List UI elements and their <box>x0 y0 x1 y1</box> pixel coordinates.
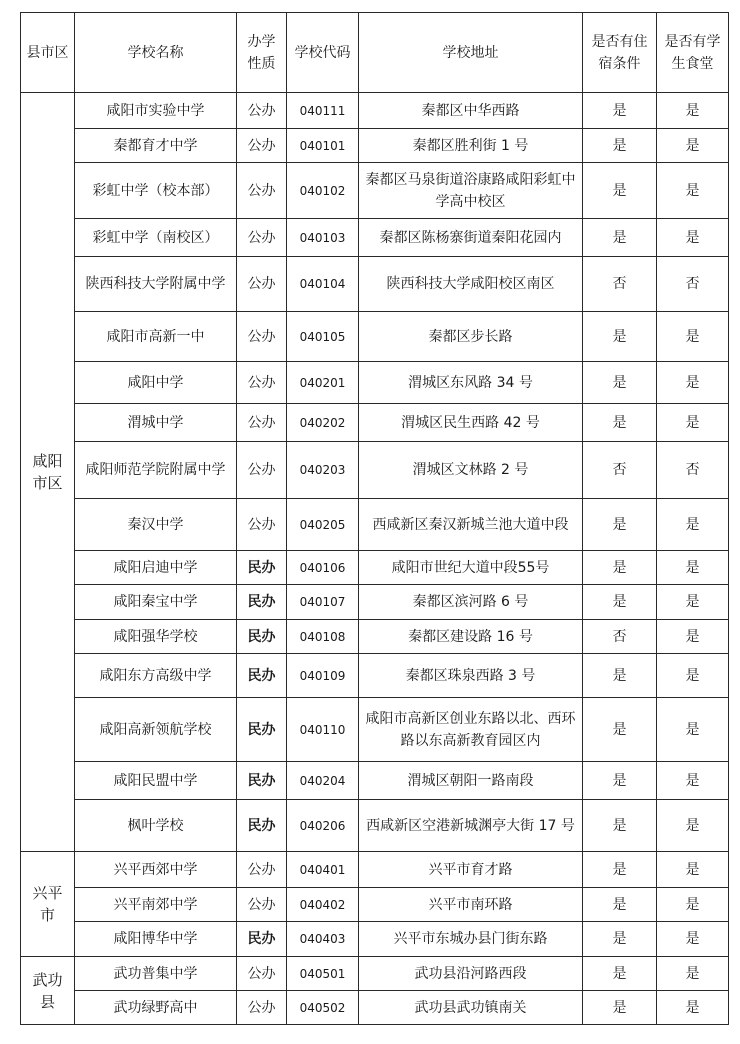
address-cell: 武功县武功镇南关 <box>359 991 583 1025</box>
address-cell: 西咸新区空港新城渊亭大街 17 号 <box>359 800 583 852</box>
school-name-cell: 陕西科技大学附属中学 <box>75 257 237 312</box>
school-code-cell: 040205 <box>287 499 359 551</box>
table-row <box>21 93 729 129</box>
school-type-cell: 民办 <box>237 762 287 800</box>
county-cell: 咸阳市区 <box>21 93 75 852</box>
table-row <box>21 922 729 957</box>
address-cell: 渭城区民生西路 42 号 <box>359 404 583 442</box>
school-name-cell: 咸阳民盟中学 <box>75 762 237 800</box>
school-code-cell: 040101 <box>287 129 359 163</box>
address-cell: 秦都区滨河路 6 号 <box>359 585 583 620</box>
school-name-cell: 咸阳秦宝中学 <box>75 585 237 620</box>
school-code-cell: 040111 <box>287 93 359 129</box>
school-type-cell: 民办 <box>237 698 287 762</box>
school-type-cell: 公办 <box>237 93 287 129</box>
table-row <box>21 129 729 163</box>
address-cell: 咸阳市世纪大道中段55号 <box>359 551 583 585</box>
canteen-cell: 否 <box>657 442 729 499</box>
header-address: 学校地址 <box>359 13 583 93</box>
header-school-code: 学校代码 <box>287 13 359 93</box>
canteen-cell: 是 <box>657 585 729 620</box>
canteen-cell: 是 <box>657 957 729 991</box>
table-row <box>21 991 729 1025</box>
address-cell: 陕西科技大学咸阳校区南区 <box>359 257 583 312</box>
address-cell: 秦都区珠泉西路 3 号 <box>359 654 583 698</box>
dorm-cell: 是 <box>583 852 657 888</box>
canteen-cell: 是 <box>657 762 729 800</box>
canteen-cell: 是 <box>657 888 729 922</box>
table-row <box>21 620 729 654</box>
canteen-cell: 是 <box>657 698 729 762</box>
school-name-cell: 咸阳中学 <box>75 362 237 404</box>
school-name-cell: 咸阳博华中学 <box>75 922 237 957</box>
dorm-cell: 是 <box>583 991 657 1025</box>
dorm-cell: 否 <box>583 442 657 499</box>
dorm-cell: 是 <box>583 922 657 957</box>
school-type-cell: 公办 <box>237 163 287 219</box>
canteen-cell: 是 <box>657 551 729 585</box>
address-cell: 西咸新区秦汉新城兰池大道中段 <box>359 499 583 551</box>
school-type-cell: 公办 <box>237 499 287 551</box>
header-dorm: 是否有住宿条件 <box>583 13 657 93</box>
table-row <box>21 585 729 620</box>
school-name-cell: 武功绿野高中 <box>75 991 237 1025</box>
school-type-cell: 民办 <box>237 551 287 585</box>
address-cell: 渭城区东风路 34 号 <box>359 362 583 404</box>
school-code-cell: 040106 <box>287 551 359 585</box>
school-type-cell: 公办 <box>237 991 287 1025</box>
school-name-cell: 彩虹中学（校本部） <box>75 163 237 219</box>
dorm-cell: 否 <box>583 257 657 312</box>
table-row <box>21 442 729 499</box>
school-code-cell: 040104 <box>287 257 359 312</box>
school-name-cell: 咸阳市高新一中 <box>75 312 237 362</box>
table-row <box>21 362 729 404</box>
dorm-cell: 是 <box>583 129 657 163</box>
school-name-cell: 咸阳强华学校 <box>75 620 237 654</box>
table-row <box>21 163 729 219</box>
dorm-cell: 是 <box>583 888 657 922</box>
dorm-cell: 是 <box>583 404 657 442</box>
dorm-cell: 是 <box>583 551 657 585</box>
canteen-cell: 是 <box>657 129 729 163</box>
canteen-cell: 是 <box>657 991 729 1025</box>
address-cell: 渭城区文林路 2 号 <box>359 442 583 499</box>
school-name-cell: 咸阳市实验中学 <box>75 93 237 129</box>
dorm-cell: 是 <box>583 654 657 698</box>
school-type-cell: 公办 <box>237 219 287 257</box>
school-code-cell: 040402 <box>287 888 359 922</box>
table-row <box>21 654 729 698</box>
canteen-cell: 是 <box>657 654 729 698</box>
canteen-cell: 是 <box>657 499 729 551</box>
dorm-cell: 是 <box>583 957 657 991</box>
school-code-cell: 040501 <box>287 957 359 991</box>
address-cell: 兴平市东城办县门街东路 <box>359 922 583 957</box>
header-row <box>21 13 729 93</box>
table-row <box>21 888 729 922</box>
dorm-cell: 是 <box>583 163 657 219</box>
address-cell: 兴平市育才路 <box>359 852 583 888</box>
school-type-cell: 公办 <box>237 442 287 499</box>
school-name-cell: 秦都育才中学 <box>75 129 237 163</box>
canteen-cell: 否 <box>657 257 729 312</box>
address-cell: 秦都区马泉街道浴康路咸阳彩虹中学高中校区 <box>359 163 583 219</box>
school-type-cell: 民办 <box>237 922 287 957</box>
school-name-cell: 秦汉中学 <box>75 499 237 551</box>
school-type-cell: 公办 <box>237 404 287 442</box>
school-name-cell: 咸阳东方高级中学 <box>75 654 237 698</box>
school-code-cell: 040105 <box>287 312 359 362</box>
address-cell: 咸阳市高新区创业东路以北、西环路以东高新教育园区内 <box>359 698 583 762</box>
address-cell: 秦都区陈杨寨街道秦阳花园内 <box>359 219 583 257</box>
school-name-cell: 武功普集中学 <box>75 957 237 991</box>
dorm-cell: 是 <box>583 219 657 257</box>
dorm-cell: 是 <box>583 312 657 362</box>
dorm-cell: 是 <box>583 362 657 404</box>
address-cell: 兴平市南环路 <box>359 888 583 922</box>
school-code-cell: 040401 <box>287 852 359 888</box>
school-type-cell: 公办 <box>237 852 287 888</box>
dorm-cell: 是 <box>583 585 657 620</box>
school-type-cell: 公办 <box>237 312 287 362</box>
school-name-cell: 咸阳启迪中学 <box>75 551 237 585</box>
dorm-cell: 否 <box>583 620 657 654</box>
school-type-cell: 民办 <box>237 620 287 654</box>
county-cell: 武功县 <box>21 957 75 1025</box>
school-name-cell: 兴平南郊中学 <box>75 888 237 922</box>
table-row <box>21 404 729 442</box>
school-type-cell: 民办 <box>237 585 287 620</box>
school-code-cell: 040108 <box>287 620 359 654</box>
table-row <box>21 312 729 362</box>
header-school-name: 学校名称 <box>75 13 237 93</box>
table-row <box>21 219 729 257</box>
address-cell: 武功县沿河路西段 <box>359 957 583 991</box>
table-row <box>21 257 729 312</box>
canteen-cell: 是 <box>657 219 729 257</box>
school-type-cell: 民办 <box>237 654 287 698</box>
school-type-cell: 公办 <box>237 257 287 312</box>
canteen-cell: 是 <box>657 800 729 852</box>
county-cell: 兴平市 <box>21 852 75 957</box>
school-code-cell: 040103 <box>287 219 359 257</box>
school-code-cell: 040403 <box>287 922 359 957</box>
dorm-cell: 是 <box>583 698 657 762</box>
school-name-cell: 咸阳高新领航学校 <box>75 698 237 762</box>
address-cell: 秦都区步长路 <box>359 312 583 362</box>
canteen-cell: 是 <box>657 404 729 442</box>
school-code-cell: 040502 <box>287 991 359 1025</box>
school-code-cell: 040109 <box>287 654 359 698</box>
dorm-cell: 是 <box>583 800 657 852</box>
canteen-cell: 是 <box>657 922 729 957</box>
school-name-cell: 咸阳师范学院附属中学 <box>75 442 237 499</box>
school-code-cell: 040206 <box>287 800 359 852</box>
canteen-cell: 是 <box>657 163 729 219</box>
school-name-cell: 渭城中学 <box>75 404 237 442</box>
address-cell: 渭城区朝阳一路南段 <box>359 762 583 800</box>
school-type-cell: 公办 <box>237 888 287 922</box>
table-row <box>21 957 729 991</box>
school-code-cell: 040102 <box>287 163 359 219</box>
school-type-cell: 公办 <box>237 129 287 163</box>
school-type-cell: 民办 <box>237 800 287 852</box>
table-row <box>21 800 729 852</box>
canteen-cell: 是 <box>657 362 729 404</box>
canteen-cell: 是 <box>657 852 729 888</box>
canteen-cell: 是 <box>657 620 729 654</box>
table-body <box>21 93 729 1025</box>
school-code-cell: 040202 <box>287 404 359 442</box>
header-school-type: 办学性质 <box>237 13 287 93</box>
school-code-cell: 040201 <box>287 362 359 404</box>
school-name-cell: 兴平西郊中学 <box>75 852 237 888</box>
dorm-cell: 是 <box>583 499 657 551</box>
school-code-cell: 040204 <box>287 762 359 800</box>
school-code-cell: 040110 <box>287 698 359 762</box>
table-row <box>21 698 729 762</box>
dorm-cell: 是 <box>583 762 657 800</box>
school-table <box>20 12 729 1025</box>
header-canteen: 是否有学生食堂 <box>657 13 729 93</box>
school-type-cell: 公办 <box>237 362 287 404</box>
address-cell: 秦都区中华西路 <box>359 93 583 129</box>
canteen-cell: 是 <box>657 312 729 362</box>
school-name-cell: 彩虹中学（南校区） <box>75 219 237 257</box>
table-row <box>21 551 729 585</box>
dorm-cell: 是 <box>583 93 657 129</box>
table-row <box>21 499 729 551</box>
table-row <box>21 852 729 888</box>
table-row <box>21 762 729 800</box>
school-name-cell: 枫叶学校 <box>75 800 237 852</box>
address-cell: 秦都区胜利街 1 号 <box>359 129 583 163</box>
school-code-cell: 040203 <box>287 442 359 499</box>
school-code-cell: 040107 <box>287 585 359 620</box>
address-cell: 秦都区建设路 16 号 <box>359 620 583 654</box>
canteen-cell: 是 <box>657 93 729 129</box>
header-county: 县市区 <box>21 13 75 93</box>
school-type-cell: 公办 <box>237 957 287 991</box>
